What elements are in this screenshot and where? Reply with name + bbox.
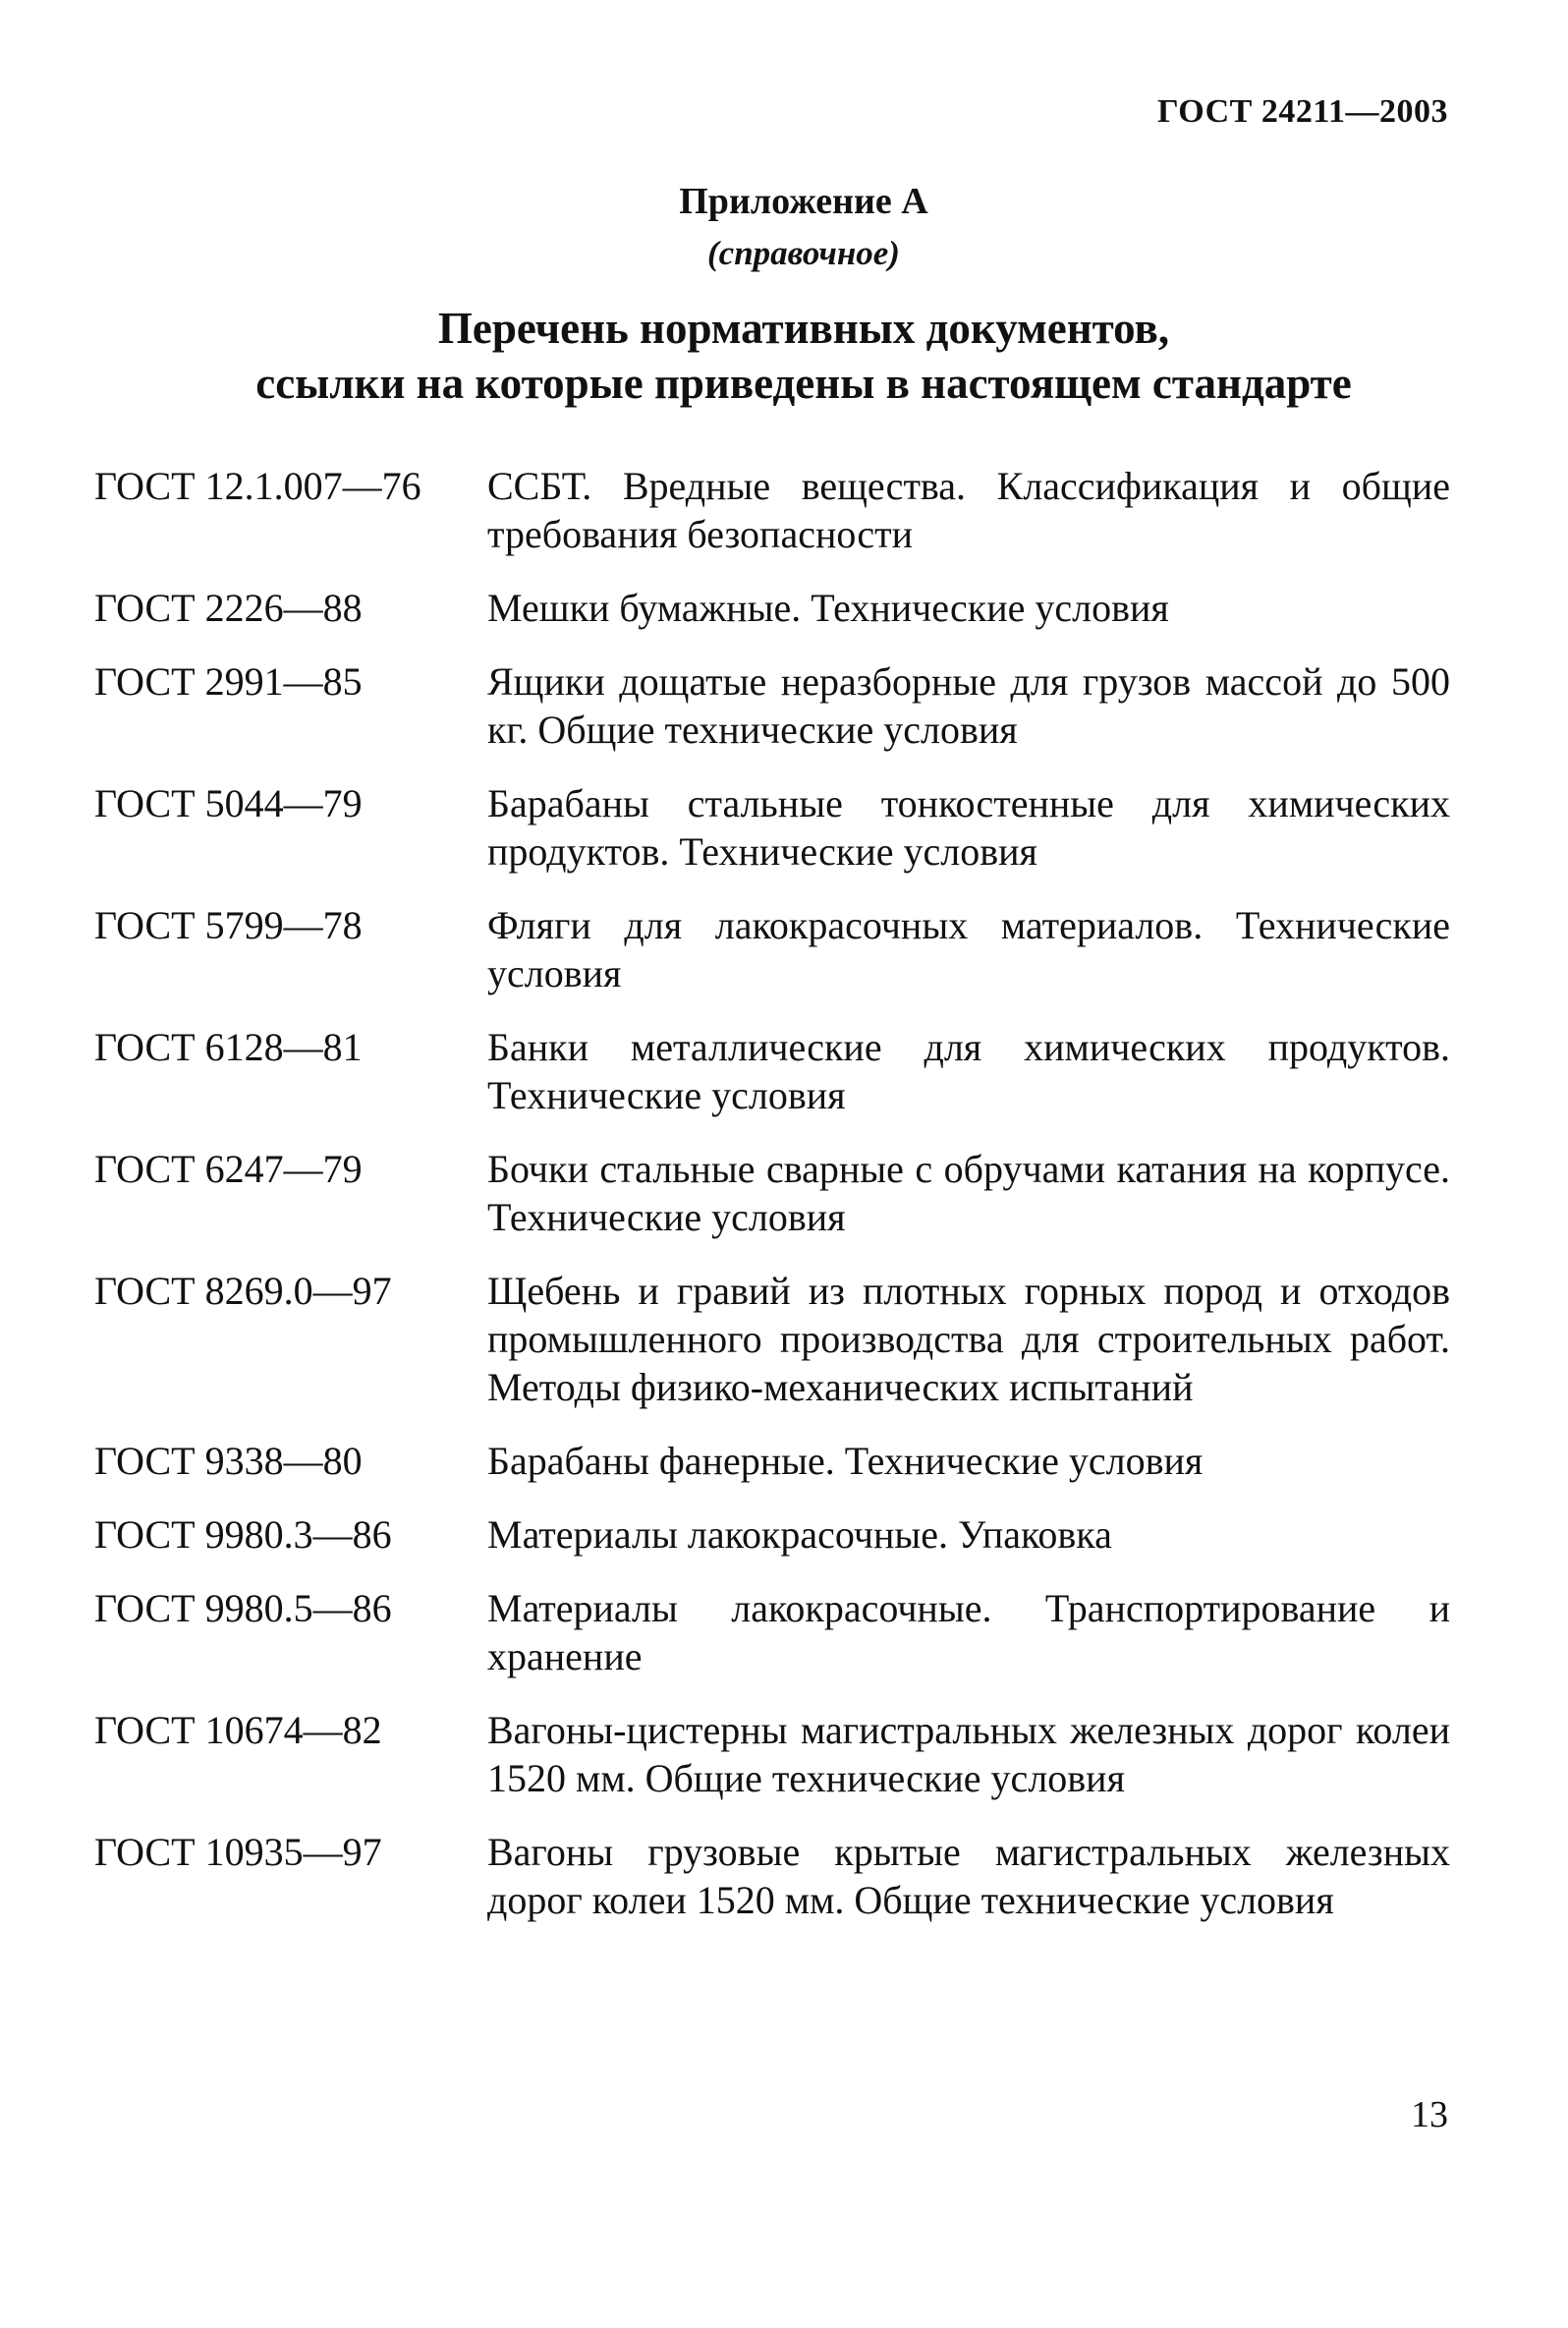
heading-line-2: ссылки на которые приведены в настоящем стандарте	[255, 359, 1352, 408]
reference-code: ГОСТ 9980.3—86	[94, 1512, 392, 1557]
reference-code: ГОСТ 2226—88	[94, 586, 363, 630]
reference-code: ГОСТ 5044—79	[94, 781, 363, 825]
reference-code: ГОСТ 2991—85	[94, 659, 363, 704]
reference-title: Мешки бумажные. Технические условия	[487, 586, 1169, 630]
reference-title: Барабаны фанерные. Технические условия	[487, 1439, 1204, 1483]
reference-title: Материалы лакокрасочные. Упаковка	[487, 1512, 1112, 1557]
reference-row	[94, 1584, 1450, 1680]
reference-row	[94, 1706, 1450, 1802]
reference-title: Ящики дощатые неразборные для грузов массой до 500 кг. Общие технические условия	[487, 659, 1450, 752]
reference-title: Бочки стальные сварные с обручами катания на корпусе. Технические условия	[487, 1147, 1450, 1239]
reference-code: ГОСТ 6128—81	[94, 1025, 363, 1069]
reference-row	[94, 462, 1450, 558]
reference-row	[94, 779, 1450, 876]
reference-code: ГОСТ 6247—79	[94, 1147, 363, 1191]
appendix-kind: (справочное)	[707, 234, 900, 272]
reference-title: Барабаны стальные тонкостенные для химических продуктов. Технические условия	[487, 781, 1450, 874]
reference-code: ГОСТ 9980.5—86	[94, 1586, 392, 1630]
reference-title: ССБТ. Вредные вещества. Классификация и общие требования безопасности	[487, 464, 1450, 556]
reference-code: ГОСТ 10935—97	[94, 1830, 382, 1874]
references-list	[94, 462, 1450, 1950]
reference-title: Щебень и гравий из плотных горных пород и отходов промышленного производства для строительных работ. Методы физико-механических испытаний	[487, 1269, 1450, 1409]
reference-row	[94, 657, 1450, 754]
reference-title: Вагоны-цистерны магистральных железных дорог колеи 1520 мм. Общие технические условия	[487, 1708, 1450, 1800]
reference-row	[94, 1510, 1450, 1559]
reference-row	[94, 1437, 1450, 1485]
reference-code: ГОСТ 10674—82	[94, 1708, 382, 1752]
reference-row	[94, 1267, 1450, 1411]
reference-code: ГОСТ 5799—78	[94, 903, 363, 947]
heading-line-1: Перечень нормативных документов,	[437, 304, 1170, 353]
reference-row	[94, 1023, 1450, 1119]
reference-code: ГОСТ 12.1.007—76	[94, 464, 421, 508]
reference-row	[94, 584, 1450, 632]
reference-row	[94, 1145, 1450, 1241]
reference-title: Материалы лакокрасочные. Транспортирование и хранение	[487, 1586, 1450, 1678]
page-number: 13	[1411, 2094, 1448, 2135]
appendix-title: Приложение А	[679, 181, 928, 222]
reference-row	[94, 901, 1450, 997]
standard-code: ГОСТ 24211—2003	[1156, 93, 1448, 130]
reference-code: ГОСТ 8269.0—97	[94, 1269, 392, 1313]
reference-row	[94, 1828, 1450, 1924]
reference-title: Банки металлические для химических продуктов. Технические условия	[487, 1025, 1450, 1117]
reference-title: Фляги для лакокрасочных материалов. Технические условия	[487, 903, 1450, 995]
reference-title: Вагоны грузовые крытые магистральных железных дорог колеи 1520 мм. Общие технические условия	[487, 1830, 1450, 1922]
reference-code: ГОСТ 9338—80	[94, 1439, 363, 1483]
